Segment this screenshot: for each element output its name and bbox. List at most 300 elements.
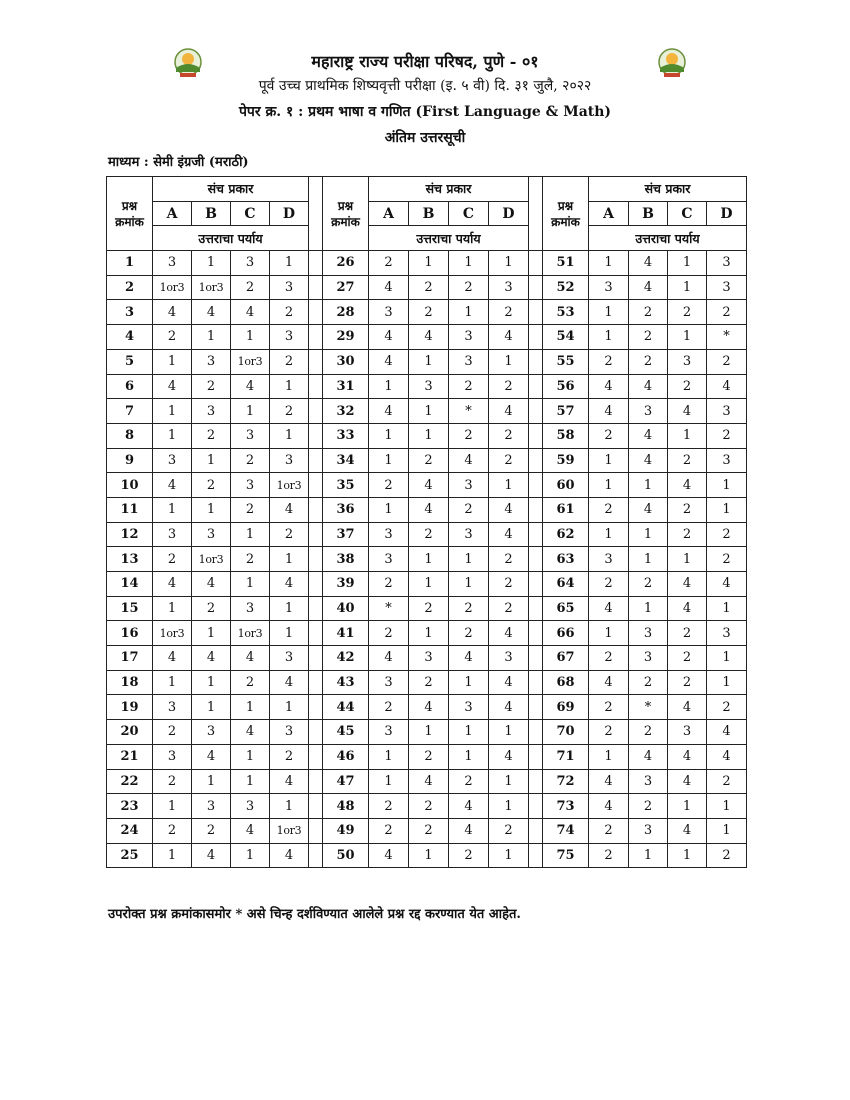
- answer-option-header: उत्तराचा पर्याय: [589, 226, 747, 251]
- answer-cell: 3: [629, 399, 668, 424]
- answer-cell: 4: [409, 473, 449, 498]
- question-number-cell: 47: [323, 769, 369, 794]
- answer-cell: 2: [629, 670, 668, 695]
- answer-cell: 4: [489, 621, 529, 646]
- answer-cell: 2: [153, 769, 192, 794]
- column-gap: [309, 794, 323, 819]
- answer-cell: 3: [231, 251, 270, 276]
- question-number-cell: 18: [107, 670, 153, 695]
- column-gap: [529, 572, 543, 597]
- answer-cell: 2: [489, 818, 529, 843]
- set-b-header: B: [629, 201, 668, 226]
- answer-cell: 2: [668, 300, 707, 325]
- answer-cell: 2: [270, 522, 309, 547]
- answer-cell: 2: [489, 596, 529, 621]
- answer-cell: 4: [231, 646, 270, 671]
- question-number-header: [543, 177, 589, 251]
- answer-cell: 1or3: [231, 349, 270, 374]
- answer-cell: 2: [589, 695, 629, 720]
- column-gap: [309, 646, 323, 671]
- table-row: [107, 522, 747, 547]
- answer-cell: 2: [409, 794, 449, 819]
- answer-cell: 3: [192, 349, 231, 374]
- question-number-cell: 27: [323, 275, 369, 300]
- answer-cell: 1: [707, 794, 747, 819]
- answer-cell: 3: [589, 275, 629, 300]
- answer-cell: 4: [489, 695, 529, 720]
- question-number-cell: 69: [543, 695, 589, 720]
- question-number-cell: 20: [107, 720, 153, 745]
- answer-cell: 1: [707, 497, 747, 522]
- answer-cell: 1: [153, 843, 192, 868]
- column-gap: [529, 547, 543, 572]
- answer-cell: 4: [231, 300, 270, 325]
- question-number-cell: 31: [323, 374, 369, 399]
- set-b-header: B: [409, 201, 449, 226]
- answer-cell: 3: [369, 720, 409, 745]
- answer-cell: 4: [707, 374, 747, 399]
- answer-cell: 2: [707, 300, 747, 325]
- column-gap: [529, 522, 543, 547]
- answer-cell: 2: [629, 349, 668, 374]
- column-gap: [529, 843, 543, 868]
- answer-cell: 3: [449, 522, 489, 547]
- question-number-cell: 24: [107, 818, 153, 843]
- answer-cell: 2: [489, 448, 529, 473]
- answer-cell: 4: [489, 744, 529, 769]
- answer-cell: 1: [589, 473, 629, 498]
- answer-key-table: [106, 176, 747, 868]
- column-gap: [309, 695, 323, 720]
- answer-cell: 2: [409, 744, 449, 769]
- answer-cell: 3: [270, 275, 309, 300]
- answer-cell: 2: [409, 670, 449, 695]
- question-number-cell: 75: [543, 843, 589, 868]
- answer-cell: 4: [153, 473, 192, 498]
- question-number-cell: 23: [107, 794, 153, 819]
- question-number-cell: 43: [323, 670, 369, 695]
- answer-cell: 2: [707, 695, 747, 720]
- question-number-cell: 1: [107, 251, 153, 276]
- answer-cell: *: [369, 596, 409, 621]
- answer-cell: 1: [589, 251, 629, 276]
- answer-cell: 1: [489, 843, 529, 868]
- column-gap: [529, 374, 543, 399]
- question-number-cell: 52: [543, 275, 589, 300]
- answer-cell: 3: [629, 769, 668, 794]
- answer-cell: 2: [707, 769, 747, 794]
- table-row: [107, 300, 747, 325]
- answer-cell: 4: [192, 843, 231, 868]
- answer-cell: 4: [589, 670, 629, 695]
- question-number-cell: 74: [543, 818, 589, 843]
- column-gap: [309, 275, 323, 300]
- answer-cell: 4: [369, 399, 409, 424]
- answer-cell: 2: [153, 720, 192, 745]
- answer-cell: 1: [668, 794, 707, 819]
- answer-cell: 4: [409, 695, 449, 720]
- column-gap: [309, 325, 323, 350]
- answer-cell: 2: [668, 374, 707, 399]
- column-gap: [309, 769, 323, 794]
- answer-cell: 2: [589, 349, 629, 374]
- question-number-cell: 45: [323, 720, 369, 745]
- answer-cell: 1: [668, 547, 707, 572]
- question-number-cell: 58: [543, 423, 589, 448]
- answer-cell: 2: [629, 794, 668, 819]
- answer-cell: 2: [369, 818, 409, 843]
- question-number-cell: 9: [107, 448, 153, 473]
- answer-cell: 3: [449, 695, 489, 720]
- answer-cell: 1or3: [231, 621, 270, 646]
- answer-cell: 1: [192, 621, 231, 646]
- answer-cell: 1: [270, 794, 309, 819]
- answer-cell: 2: [489, 423, 529, 448]
- answer-cell: 1: [668, 843, 707, 868]
- answer-cell: 4: [449, 794, 489, 819]
- table-row: [107, 596, 747, 621]
- answer-cell: 4: [629, 275, 668, 300]
- answer-cell: 1: [489, 794, 529, 819]
- answer-cell: 1: [589, 744, 629, 769]
- answer-cell: 4: [369, 646, 409, 671]
- set-a-header: A: [589, 201, 629, 226]
- answer-cell: 2: [589, 423, 629, 448]
- answer-cell: 3: [192, 794, 231, 819]
- table-row: [107, 720, 747, 745]
- question-number-cell: 41: [323, 621, 369, 646]
- answer-cell: 1: [449, 670, 489, 695]
- answer-cell: 1: [589, 448, 629, 473]
- table-row: [107, 818, 747, 843]
- column-gap: [309, 473, 323, 498]
- answer-option-header: उत्तराचा पर्याय: [153, 226, 309, 251]
- answer-cell: 4: [489, 497, 529, 522]
- column-gap: [309, 670, 323, 695]
- answer-cell: 1: [589, 325, 629, 350]
- column-gap: [529, 621, 543, 646]
- answer-cell: 1: [369, 497, 409, 522]
- answer-cell: 2: [270, 744, 309, 769]
- answer-cell: 2: [489, 374, 529, 399]
- document-title: अंतिम उत्तरसूची: [384, 130, 466, 146]
- question-number-cell: 42: [323, 646, 369, 671]
- answer-cell: 2: [449, 596, 489, 621]
- table-row: [107, 349, 747, 374]
- question-number-cell: 53: [543, 300, 589, 325]
- answer-cell: 2: [231, 275, 270, 300]
- table-row: [107, 423, 747, 448]
- column-gap: [309, 448, 323, 473]
- question-number-cell: 49: [323, 818, 369, 843]
- answer-cell: 1: [270, 547, 309, 572]
- answer-cell: 3: [153, 522, 192, 547]
- q-header-line1: प्रश्न: [557, 198, 574, 213]
- question-number-cell: 68: [543, 670, 589, 695]
- answer-cell: 3: [369, 522, 409, 547]
- answer-cell: 1: [668, 325, 707, 350]
- answer-cell: 3: [153, 695, 192, 720]
- answer-cell: 1: [629, 596, 668, 621]
- question-number-cell: 56: [543, 374, 589, 399]
- answer-cell: 2: [409, 522, 449, 547]
- answer-cell: 1: [369, 374, 409, 399]
- answer-cell: 4: [270, 769, 309, 794]
- table-row: [107, 769, 747, 794]
- answer-cell: 1: [270, 251, 309, 276]
- answer-cell: 2: [153, 818, 192, 843]
- column-gap: [529, 399, 543, 424]
- column-gap: [529, 251, 543, 276]
- answer-cell: 4: [629, 448, 668, 473]
- answer-cell: 1: [449, 744, 489, 769]
- answer-cell: 2: [449, 423, 489, 448]
- column-gap: [529, 744, 543, 769]
- column-gap: [529, 720, 543, 745]
- question-number-cell: 64: [543, 572, 589, 597]
- question-number-cell: 25: [107, 843, 153, 868]
- answer-cell: 2: [369, 251, 409, 276]
- set-type-header: संच प्रकार: [589, 177, 747, 202]
- table-row: [107, 399, 747, 424]
- answer-cell: 1: [153, 349, 192, 374]
- answer-cell: 1: [589, 300, 629, 325]
- table-row: [107, 794, 747, 819]
- column-gap: [529, 473, 543, 498]
- paper-title: पेपर क्र. १ : प्रथम भाषा व गणित (First Language & Math): [238, 104, 612, 120]
- answer-cell: *: [707, 325, 747, 350]
- answer-cell: 4: [707, 720, 747, 745]
- answer-cell: 4: [369, 349, 409, 374]
- answer-cell: 1: [589, 621, 629, 646]
- question-number-cell: 10: [107, 473, 153, 498]
- answer-cell: 1: [668, 275, 707, 300]
- question-number-cell: 22: [107, 769, 153, 794]
- answer-cell: 2: [707, 843, 747, 868]
- answer-cell: 1: [629, 522, 668, 547]
- answer-cell: 3: [489, 646, 529, 671]
- answer-cell: 4: [629, 744, 668, 769]
- answer-cell: 1: [629, 473, 668, 498]
- question-number-cell: 59: [543, 448, 589, 473]
- answer-cell: 3: [270, 448, 309, 473]
- answer-cell: 1: [707, 596, 747, 621]
- answer-cell: 2: [369, 572, 409, 597]
- answer-cell: 1: [192, 251, 231, 276]
- table-header-row-letters: [107, 201, 747, 226]
- answer-cell: 4: [668, 695, 707, 720]
- answer-cell: 1: [589, 522, 629, 547]
- table-row: [107, 325, 747, 350]
- answer-cell: 2: [449, 374, 489, 399]
- question-number-cell: 26: [323, 251, 369, 276]
- answer-cell: 1or3: [153, 275, 192, 300]
- answer-cell: 2: [629, 325, 668, 350]
- column-gap: [529, 349, 543, 374]
- answer-cell: 3: [369, 300, 409, 325]
- column-gap: [309, 621, 323, 646]
- answer-cell: 1: [231, 843, 270, 868]
- table-row: [107, 374, 747, 399]
- answer-cell: 1: [231, 695, 270, 720]
- column-gap: [309, 374, 323, 399]
- answer-cell: 1or3: [192, 547, 231, 572]
- answer-cell: 1: [231, 572, 270, 597]
- question-number-cell: 2: [107, 275, 153, 300]
- answer-cell: 2: [409, 300, 449, 325]
- answer-cell: 1: [270, 596, 309, 621]
- table-row: [107, 251, 747, 276]
- answer-cell: 3: [707, 275, 747, 300]
- table-row: [107, 646, 747, 671]
- answer-cell: 4: [629, 497, 668, 522]
- answer-cell: 4: [270, 497, 309, 522]
- question-number-cell: 40: [323, 596, 369, 621]
- answer-cell: 4: [153, 646, 192, 671]
- answer-cell: 1: [668, 423, 707, 448]
- table-row: [107, 744, 747, 769]
- answer-cell: 2: [449, 843, 489, 868]
- answer-cell: 2: [369, 695, 409, 720]
- table-row: [107, 497, 747, 522]
- question-number-cell: 37: [323, 522, 369, 547]
- answer-cell: 4: [270, 670, 309, 695]
- answer-cell: 4: [153, 300, 192, 325]
- answer-option-header: उत्तराचा पर्याय: [369, 226, 529, 251]
- question-number-cell: 65: [543, 596, 589, 621]
- question-number-cell: 5: [107, 349, 153, 374]
- answer-cell: 4: [668, 399, 707, 424]
- answer-cell: 2: [192, 596, 231, 621]
- column-gap: [309, 572, 323, 597]
- answer-cell: 1or3: [270, 818, 309, 843]
- answer-cell: 1: [489, 473, 529, 498]
- answer-cell: 3: [192, 720, 231, 745]
- column-gap: [309, 818, 323, 843]
- question-number-cell: 46: [323, 744, 369, 769]
- answer-cell: 4: [409, 769, 449, 794]
- answer-cell: 1: [231, 744, 270, 769]
- answer-cell: 1: [192, 448, 231, 473]
- answer-cell: 2: [231, 448, 270, 473]
- question-number-cell: 4: [107, 325, 153, 350]
- answer-cell: 3: [369, 670, 409, 695]
- answer-cell: 1: [153, 670, 192, 695]
- answer-cell: 1: [231, 769, 270, 794]
- answer-cell: 4: [231, 818, 270, 843]
- question-number-cell: 57: [543, 399, 589, 424]
- question-number-cell: 39: [323, 572, 369, 597]
- answer-cell: 1: [409, 621, 449, 646]
- question-number-cell: 50: [323, 843, 369, 868]
- table-row: [107, 670, 747, 695]
- answer-cell: 2: [192, 423, 231, 448]
- answer-cell: 2: [369, 621, 409, 646]
- answer-cell: 1: [270, 695, 309, 720]
- question-number-cell: 60: [543, 473, 589, 498]
- question-number-cell: 14: [107, 572, 153, 597]
- answer-cell: 3: [153, 744, 192, 769]
- answer-cell: 1: [192, 325, 231, 350]
- question-number-cell: 12: [107, 522, 153, 547]
- column-gap: [309, 547, 323, 572]
- answer-cell: 4: [629, 374, 668, 399]
- question-number-cell: 13: [107, 547, 153, 572]
- answer-cell: 2: [231, 497, 270, 522]
- answer-cell: 3: [153, 448, 192, 473]
- answer-cell: 2: [449, 497, 489, 522]
- answer-cell: 1: [231, 325, 270, 350]
- answer-cell: 4: [589, 596, 629, 621]
- answer-cell: 1: [409, 720, 449, 745]
- answer-cell: 2: [270, 399, 309, 424]
- question-number-cell: 8: [107, 423, 153, 448]
- answer-cell: 1: [369, 448, 409, 473]
- answer-cell: 4: [589, 794, 629, 819]
- answer-cell: 1: [707, 473, 747, 498]
- column-gap: [529, 448, 543, 473]
- answer-cell: 1: [668, 251, 707, 276]
- column-gap: [529, 670, 543, 695]
- answer-cell: 1: [449, 547, 489, 572]
- answer-cell: 1: [409, 423, 449, 448]
- answer-cell: 4: [489, 325, 529, 350]
- question-number-cell: 54: [543, 325, 589, 350]
- answer-cell: 3: [668, 349, 707, 374]
- answer-cell: 1: [192, 670, 231, 695]
- column-gap: [309, 300, 323, 325]
- answer-cell: 3: [449, 473, 489, 498]
- answer-cell: 1or3: [153, 621, 192, 646]
- board-name: महाराष्ट्र राज्य परीक्षा परिषद, पुणे - ०१: [311, 52, 539, 71]
- answer-cell: 2: [668, 522, 707, 547]
- answer-cell: 4: [369, 325, 409, 350]
- table-row: [107, 473, 747, 498]
- answer-cell: 2: [589, 497, 629, 522]
- answer-cell: 3: [489, 275, 529, 300]
- answer-cell: 2: [629, 572, 668, 597]
- answer-cell: 4: [629, 251, 668, 276]
- answer-cell: 4: [409, 325, 449, 350]
- cancelled-questions-note: उपरोक्त प्रश्न क्रमांकासमोर * असे चिन्ह दर्शविण्यात आलेले प्रश्न रद्द करण्यात येत आहेत.: [108, 907, 521, 922]
- answer-cell: 2: [449, 275, 489, 300]
- answer-cell: 1: [270, 423, 309, 448]
- question-number-cell: 29: [323, 325, 369, 350]
- answer-cell: 3: [409, 374, 449, 399]
- answer-cell: 2: [489, 572, 529, 597]
- answer-cell: 4: [192, 646, 231, 671]
- answer-cell: 4: [153, 374, 192, 399]
- question-number-cell: 55: [543, 349, 589, 374]
- question-number-cell: 62: [543, 522, 589, 547]
- answer-cell: 2: [668, 646, 707, 671]
- answer-cell: 1: [489, 720, 529, 745]
- answer-cell: 4: [192, 572, 231, 597]
- column-gap: [309, 399, 323, 424]
- answer-cell: 2: [489, 547, 529, 572]
- question-number-cell: 21: [107, 744, 153, 769]
- answer-cell: *: [629, 695, 668, 720]
- answer-cell: 3: [192, 522, 231, 547]
- table-header-row-options: [107, 226, 747, 251]
- answer-cell: 1: [153, 794, 192, 819]
- answer-cell: 1: [270, 621, 309, 646]
- question-number-cell: 15: [107, 596, 153, 621]
- answer-cell: 1or3: [192, 275, 231, 300]
- question-number-cell: 16: [107, 621, 153, 646]
- question-number-cell: 19: [107, 695, 153, 720]
- question-number-cell: 72: [543, 769, 589, 794]
